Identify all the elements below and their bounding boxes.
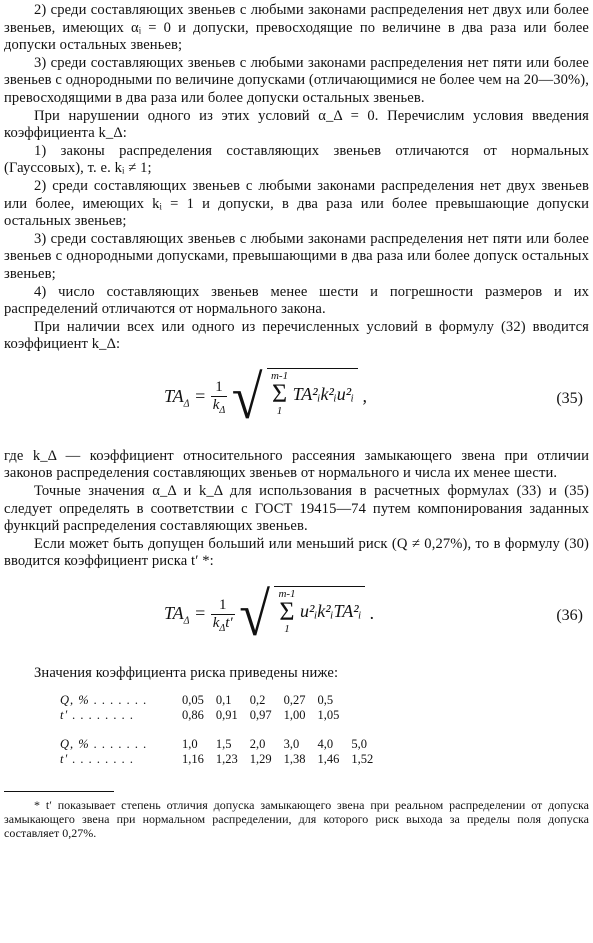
radical-sign-icon: √	[231, 363, 263, 432]
table-cell: 1,46	[317, 751, 340, 766]
table-cell: 1,29	[249, 751, 272, 766]
formula-36-expression	[164, 580, 375, 650]
paragraph-formula-intro: При наличии всех или одного из перечисленных условий в формулу (32) вводится коэффициент k_Δ:	[4, 318, 589, 353]
paragraph-risk-intro: Если может быть допущен больший или меньший риск (Q ≠ 0,27%), то в формулу (30) вводится коэффициент риска t′ *:	[4, 535, 589, 570]
table-cell: 1,00	[283, 707, 306, 722]
paragraph-exact-values: Точные значения α_Δ и k_Δ для использования в расчетных формулах (33) и (35) следует определять в соответствии с ГОСТ 19415—74 путем компонирования заданных функций распределения составляющих звеньев.	[4, 483, 589, 535]
paragraph-k-definition: где k_Δ — коэффициент относительного рассеяния замыкающего звена при отличии законов распределения составляющих звеньев от нормального и числа их менее шести.	[4, 447, 589, 482]
table-cell: 0,97	[249, 707, 272, 722]
formula-35-sum-bottom: 1	[276, 405, 283, 418]
formula-35-expression	[164, 363, 367, 432]
formula-36	[4, 579, 589, 659]
formula-36-fraction	[211, 597, 235, 634]
table-cell: 1,16	[182, 751, 204, 766]
formula-35-radical	[231, 363, 358, 432]
paragraph-condition-2: 2) среди составляющих звеньев с любыми законами распределения нет двух или более звеньев, имеющих αᵢ = 0 и допуски, превосходящие по величине в два раза или более допуски остальных звеньев;	[4, 2, 589, 54]
radical-sign-icon: √	[239, 580, 270, 650]
row-label-t: t′ . . . . . . . .	[60, 707, 135, 722]
formula-36-numerator: 1	[211, 597, 235, 615]
table-cell: 5,0	[351, 736, 367, 751]
formula-36-sum	[278, 589, 295, 635]
document-page	[4, 2, 589, 840]
formula-35-number: (35)	[556, 389, 583, 407]
paragraph-k-condition-2: 2) среди составляющих звеньев с любыми законами распределения нет двух звеньев или более, имеющих kᵢ = 1 и допуски, в два раза или более превышающие допуски остальных звеньев;	[4, 177, 589, 230]
paragraph-risk-values-intro: Значения коэффициента риска приведены ниже:	[34, 665, 339, 682]
formula-35-denominator	[211, 397, 228, 416]
formula-35-den-sub: Δ	[219, 405, 226, 417]
formula-36-radicand	[274, 586, 365, 635]
formula-35-numerator: 1	[211, 379, 228, 397]
formula-36-lhs: TA	[164, 603, 184, 624]
footnote-divider	[4, 791, 114, 792]
table-cell: 4,0	[317, 736, 334, 751]
paragraph-alpha-violation: При нарушении одного из этих условий α_Δ = 0. Перечислим условия введения коэффициента k_Δ:	[4, 107, 589, 142]
formula-35-sum-top: m-1	[270, 370, 289, 383]
table-cell: 0,05	[182, 692, 204, 707]
formula-35	[4, 362, 589, 442]
table-cell: 1,23	[215, 751, 238, 766]
table-cell: 1,0	[182, 736, 198, 751]
paragraph-k-condition-3: 3) среди составляющих звеньев с любыми законами распределения нет пяти или более звеньев с однородными допусками, превышающими в два раза или более допуск остальных звеньев;	[4, 230, 589, 282]
table-cell: 0,5	[317, 692, 334, 707]
formula-36-den-k: k	[212, 614, 220, 631]
table-cell: 0,1	[215, 692, 232, 707]
formula-35-radicand	[267, 368, 358, 417]
formula-36-denominator	[211, 615, 235, 634]
formula-35-eq: =	[194, 386, 207, 406]
table-cell: 1,38	[283, 751, 306, 766]
formula-35-lhs-sub: Δ	[183, 398, 190, 410]
formula-36-tail: .	[369, 603, 375, 624]
formula-35-sum	[271, 371, 288, 417]
table-row	[54, 737, 379, 752]
formula-36-sum-bottom: 1	[284, 622, 290, 635]
table-cell: 0,91	[215, 707, 238, 722]
table-cell: 1,5	[215, 736, 232, 751]
paragraph-k-condition-1: 1) законы распределения составляющих звеньев отличаются от нормальных (Гауссовых), т. е. kᵢ ≠ 1;	[4, 142, 589, 177]
formula-36-den-sub: Δ	[219, 622, 226, 634]
formula-36-eq: =	[194, 603, 207, 624]
paragraph-k-condition-4: 4) число составляющих звеньев менее шести и погрешности размеров и их распределений отличаются от нормального закона.	[4, 283, 589, 318]
table-row	[54, 693, 379, 708]
table-cell: 0,27	[283, 692, 306, 707]
sigma-icon: Σ	[279, 596, 295, 626]
formula-35-fraction	[211, 379, 228, 416]
table-cell: 0,2	[249, 692, 266, 707]
table-row	[54, 752, 379, 767]
formula-36-term: u²ᵢk²ᵢTA²ᵢ	[300, 601, 362, 622]
risk-coefficient-table	[54, 693, 379, 767]
row-label-q: Q, % . . . . . . .	[60, 692, 148, 707]
footnote: * t′ показывает степень отличия допуска замыкающего звена при реальном распределении от допуска замыкающего звена при нормальном распределении, для которого риск выхода за пределы поля допуска составляет 0,27%.	[4, 797, 589, 840]
formula-36-den-t: t′	[225, 614, 233, 631]
formula-36-lhs-sub: Δ	[183, 615, 190, 627]
formula-35-lhs: TA	[164, 386, 184, 406]
formula-35-den-k: k	[212, 397, 220, 414]
formula-36-sum-top: m-1	[278, 587, 296, 600]
table-cell: 1,52	[351, 751, 374, 766]
table-cell: 0,86	[182, 707, 204, 722]
paragraph-condition-3: 3) среди составляющих звеньев с любыми законами распределения нет пяти или более звеньев с однородными по величине допусками (отличающимися не более чем на 20—30%), превосходящими в два раза или более допуски остальных звеньев.	[4, 54, 589, 106]
table-cell: 2,0	[249, 736, 266, 751]
formula-35-term: TA²ᵢk²ᵢu²ᵢ	[292, 383, 354, 404]
row-label-q: Q, % . . . . . . .	[60, 736, 148, 751]
row-label-t: t′ . . . . . . . .	[60, 751, 135, 766]
table-cell: 3,0	[283, 736, 300, 751]
formula-36-radical	[239, 580, 365, 650]
table-cell: 1,05	[317, 707, 340, 722]
formula-36-number: (36)	[556, 607, 583, 625]
sigma-icon: Σ	[271, 379, 288, 409]
formula-35-tail: ,	[362, 386, 367, 406]
table-row	[54, 708, 379, 723]
